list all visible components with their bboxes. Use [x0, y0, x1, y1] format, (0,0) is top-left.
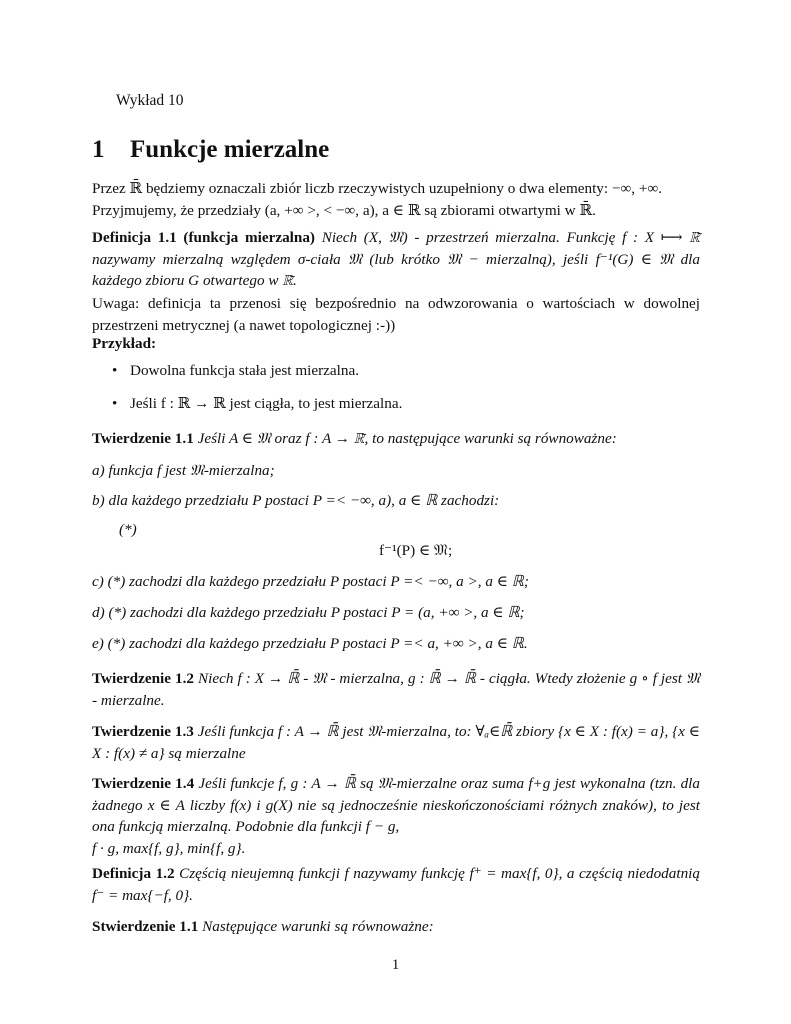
condition-c: c) (*) zachodzi dla każdego przedziału P postaci P =< −∞, a >, a ∈ ℝ;	[92, 573, 529, 590]
condition-d: d) (*) zachodzi dla każdego przedziału P postaci P = (a, +∞ >, a ∈ ℝ;	[92, 604, 525, 621]
definition-1-1-head: Definicja 1.1 (funkcja mierzalna)	[92, 229, 315, 246]
statement-1-1-body: Następujące warunki są równoważne:	[202, 918, 434, 935]
list-item-text: Jeśli f : ℝ → ℝ jest ciągła, to jest mierzalna.	[130, 395, 403, 412]
lecture-heading: Wykład 10	[116, 92, 184, 109]
bullet-icon: •	[112, 395, 118, 412]
intro-paragraph: Przez ℝ̄ będziemy oznaczali zbiór liczb rzeczywistych uzupełniony o dwa elementy: −∞, +∞. Przyjmujemy, że przedziały (a, +∞ >, < −∞, a), a ∈ ℝ są zbiorami otwartymi w ℝ̄.	[92, 180, 663, 219]
theorem-1-2-head: Twierdzenie 1.2	[92, 670, 195, 687]
display-formula: f⁻¹(P) ∈ 𝔐;	[379, 542, 453, 559]
condition-b: b) dla każdego przedziału P postaci P =< −∞, a), a ∈ ℝ zachodzi:	[92, 492, 500, 509]
theorem-1-1-body: Jeśli A ∈ 𝔐 oraz f : A → ℝ̄, to następujące warunki są równoważne:	[197, 430, 617, 447]
section-number: 1	[92, 136, 105, 163]
theorem-1-2-body: Niech f : X → ℝ̄ - 𝔐 - mierzalna, g : ℝ̄ → ℝ̄ - ciągła. Wtedy złożenie g ∘ f jest 𝔐 - mierzalne.	[92, 670, 700, 709]
theorem-1-3-head: Twierdzenie 1.3	[92, 723, 194, 740]
list-item-text: Dowolna funkcja stała jest mierzalna.	[130, 362, 359, 379]
definition-1-1-body: Niech (X, 𝔐) - przestrzeń mierzalna. Funkcję f : X ⟼ ℝ̄ nazywamy mierzalną względem σ-ciała 𝔐 (lub krótko 𝔐 − mierzalną), jeśli f⁻¹(G) ∈ 𝔐 dla każdego zbioru G otwartego w ℝ̄.	[92, 229, 700, 289]
star-marker: (*)	[119, 521, 137, 538]
condition-a: a) funkcja f jest 𝔐-mierzalna;	[92, 462, 275, 479]
section-title: Funkcje mierzalne	[130, 136, 330, 163]
theorem-1-3-body: Jeśli funkcja f : A → ℝ̄ jest 𝔐-mierzalna, to: ∀ₐ∈ℝ̄ zbiory {x ∈ X : f(x) = a}, {x ∈ X : f(x) ≠ a} są mierzalne	[92, 723, 700, 762]
theorem-1-1-head: Twierdzenie 1.1	[92, 430, 194, 447]
theorem-1-2	[92, 668, 700, 711]
definition-1-2	[92, 863, 700, 906]
theorem-1-4-head: Twierdzenie 1.4	[92, 775, 195, 792]
example-list	[112, 362, 402, 426]
definition-1-2-body: Częścią nieujemną funkcji f nazywamy funkcję f⁺ = max{f, 0}, a częścią niedodatnią f⁻ = max{−f, 0}.	[92, 865, 700, 904]
definition-1-2-head: Definicja 1.2	[92, 865, 175, 882]
theorem-1-4	[92, 773, 700, 859]
list-item	[112, 362, 402, 394]
section-heading	[92, 136, 329, 164]
definition-1-1	[92, 227, 700, 292]
list-item	[112, 394, 402, 426]
statement-1-1	[92, 916, 700, 938]
condition-e: e) (*) zachodzi dla każdego przedziału P postaci P =< a, +∞ >, a ∈ ℝ.	[92, 635, 528, 652]
bullet-icon: •	[112, 362, 118, 379]
page-number: 1	[391, 956, 400, 973]
statement-1-1-head: Stwierdzenie 1.1	[92, 918, 199, 935]
remark-paragraph: Uwaga: definicja ta przenosi się bezpośrednio na odwzorowania o wartościach w dowolnej przestrzeni metrycznej (a nawet topologicznej :-))	[92, 295, 700, 334]
theorem-1-3	[92, 721, 700, 764]
theorem-1-1	[92, 428, 700, 450]
theorem-1-4-body: Jeśli funkcje f, g : A → ℝ̄ są 𝔐-mierzalne oraz suma f+g jest wykonalna (tzn. dla żadnego x ∈ A liczby f(x) i g(X) nie są jednocześnie nieskończonościami różnych znaków), to jest ona funkcją mierzalną. Podobnie dla funkcji f − g,	[92, 775, 700, 835]
example-heading: Przykład:	[92, 335, 157, 352]
theorem-1-4-tail: f · g, max{f, g}, min{f, g}.	[92, 839, 246, 857]
